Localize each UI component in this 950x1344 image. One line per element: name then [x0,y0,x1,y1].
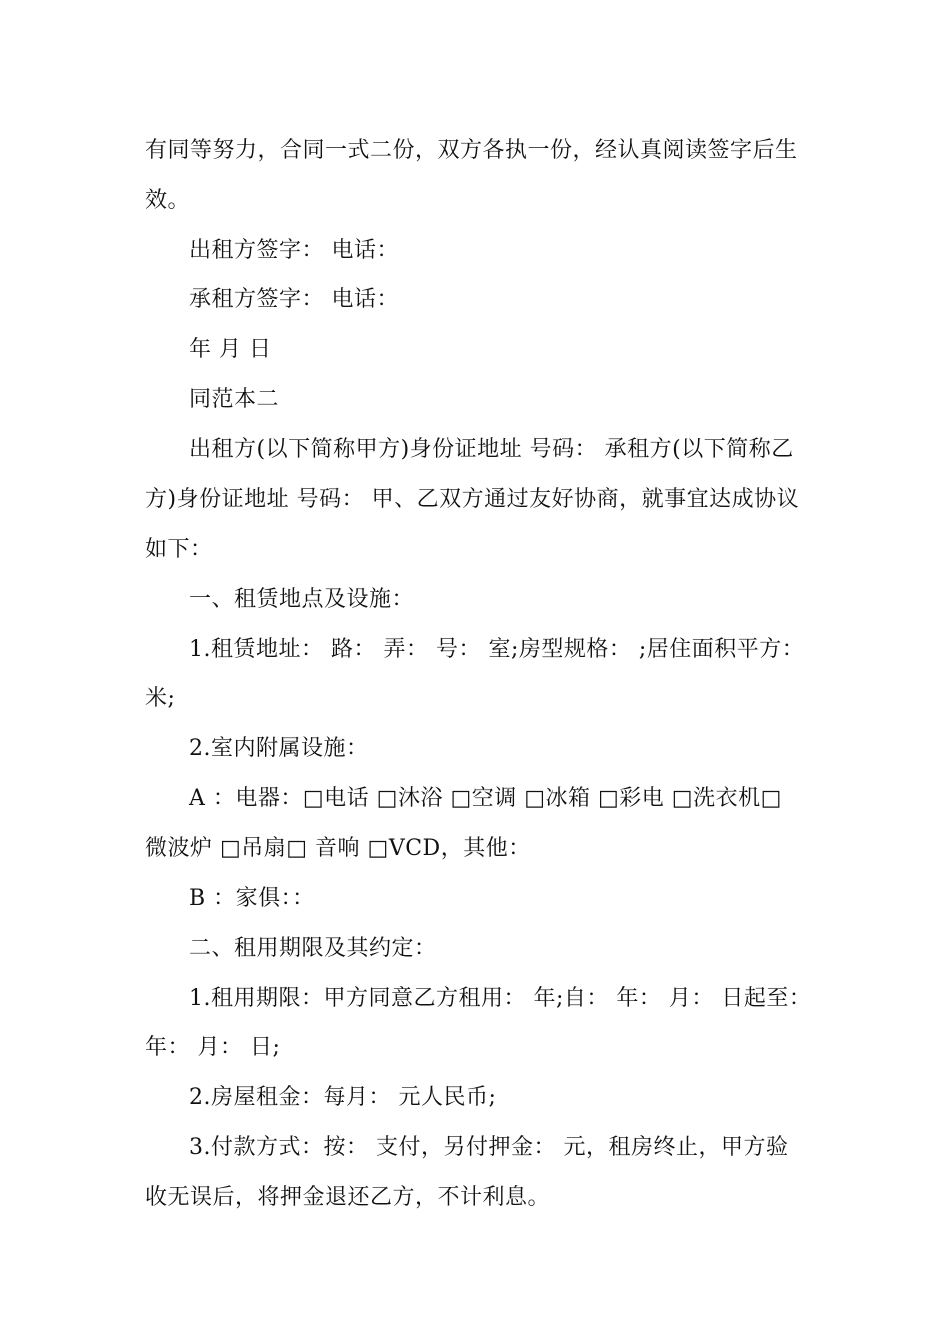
text-line: 3.付款方式：按： 支付，另付押金： 元，租房终止，甲方验 [189,1135,789,1160]
lessor-signature-line: 出租方签字： 电话： [189,238,399,263]
text-line: 年： 月： 日; [145,1035,281,1060]
text-line: 收无误后，将押金退还乙方，不计利息。 [145,1185,551,1210]
clause-heading: 二、租用期限及其约定： [189,936,437,961]
appliance-checklist-line: 微波炉 □吊扇□ 音响 □VCD，其他： [145,836,531,861]
text-line: 米; [145,686,176,711]
section-heading: 同范本二 [189,387,280,412]
text-line: 1.租赁地址： 路： 弄： 号： 室;房型规格： ;居住面积平方： [189,637,805,662]
text-line: B ：家俱：： [189,886,315,911]
text-line: 方)身份证地址 号码： 甲、乙双方通过友好协商，就事宜达成协议 [145,487,800,512]
appliance-checklist-line: A ：电器：□电话 □沐浴 □空调 □冰箱 □彩电 □洗衣机□ [189,786,782,811]
text-line: 有同等努力，合同一式二份，双方各执一份，经认真阅读签字后生 [145,138,798,163]
lessee-signature-line: 承租方签字： 电话： [189,287,399,312]
text-line: 1.租用期限：甲方同意乙方租用： 年;自： 年： 月： 日起至： [189,986,812,1011]
text-line: 效。 [145,188,191,213]
text-line: 2.房屋租金：每月： 元人民币; [189,1085,497,1110]
clause-heading: 一、租赁地点及设施： [189,587,415,612]
text-line: 如下： [145,537,213,562]
text-line: 2.室内附属设施： [189,736,369,761]
text-line: 出租方(以下简称甲方)身份证地址 号码： 承租方(以下简称乙 [189,437,794,462]
date-line: 年 月 日 [189,337,272,362]
